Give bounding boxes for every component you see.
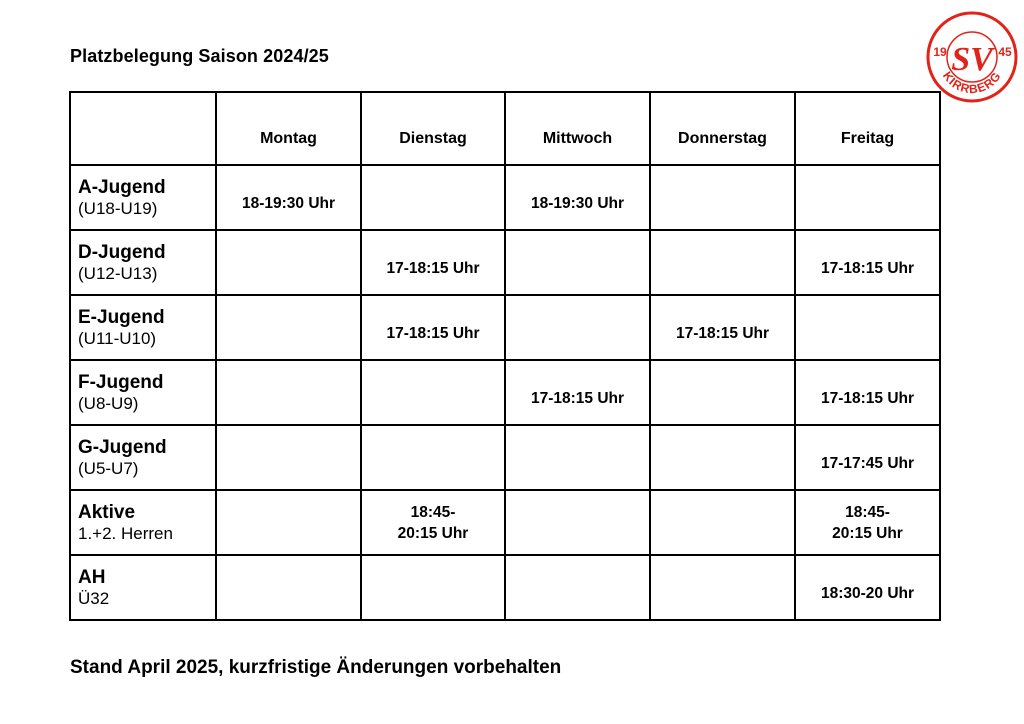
table-row — [70, 165, 940, 230]
group-subtitle: Ü32 — [78, 588, 110, 608]
time-cell — [216, 360, 361, 425]
logo-year-right: 45 — [998, 45, 1012, 59]
group-name: G-Jugend — [78, 436, 167, 458]
time-cell — [795, 295, 940, 360]
group-subtitle: (U18-U19) — [78, 198, 158, 218]
time-cell: 18:45- 20:15 Uhr — [795, 490, 940, 555]
group-cell — [70, 490, 216, 555]
group-cell — [70, 360, 216, 425]
table-header-row — [70, 92, 940, 165]
time-cell — [505, 425, 650, 490]
group-name: E-Jugend — [78, 306, 165, 328]
time-cell: 18:30-20 Uhr — [795, 555, 940, 620]
time-cell — [216, 295, 361, 360]
time-cell: 17-17:45 Uhr — [795, 425, 940, 490]
logo-year-left: 19 — [933, 45, 947, 59]
time-cell — [361, 555, 505, 620]
header-day: Montag — [216, 92, 361, 165]
time-cell — [505, 555, 650, 620]
schedule-table — [69, 91, 941, 621]
group-name: F-Jugend — [78, 371, 164, 393]
group-cell — [70, 165, 216, 230]
group-name: AH — [78, 566, 106, 588]
group-name: Aktive — [78, 501, 136, 523]
group-subtitle: (U12-U13) — [78, 263, 158, 283]
time-cell — [216, 230, 361, 295]
table-row — [70, 425, 940, 490]
time-cell — [216, 490, 361, 555]
group-subtitle: (U5-U7) — [78, 458, 139, 478]
logo-club-name: KIRRBERG — [939, 68, 1005, 97]
time-cell: 18-19:30 Uhr — [216, 165, 361, 230]
table-row — [70, 555, 940, 620]
time-cell: 17-18:15 Uhr — [361, 230, 505, 295]
group-subtitle: (U8-U9) — [78, 393, 139, 413]
time-cell — [650, 425, 795, 490]
table-row — [70, 360, 940, 425]
header-corner — [70, 92, 216, 165]
time-cell — [216, 425, 361, 490]
logo-letters: SV — [951, 41, 993, 78]
group-name: A-Jugend — [78, 176, 166, 198]
time-cell — [505, 230, 650, 295]
group-subtitle: 1.+2. Herren — [78, 523, 173, 543]
time-cell: 17-18:15 Uhr — [650, 295, 795, 360]
time-cell — [361, 165, 505, 230]
time-cell — [650, 230, 795, 295]
table-row — [70, 295, 940, 360]
time-cell: 18-19:30 Uhr — [505, 165, 650, 230]
time-cell — [361, 360, 505, 425]
time-cell: 17-18:15 Uhr — [361, 295, 505, 360]
group-cell — [70, 425, 216, 490]
time-cell — [795, 165, 940, 230]
time-cell — [650, 555, 795, 620]
group-cell — [70, 555, 216, 620]
time-cell — [650, 360, 795, 425]
header-day: Mittwoch — [505, 92, 650, 165]
header-day: Dienstag — [361, 92, 505, 165]
time-cell: 17-18:15 Uhr — [505, 360, 650, 425]
table-row — [70, 230, 940, 295]
footer-note: Stand April 2025, kurzfristige Änderungen vorbehalten — [70, 657, 562, 678]
group-cell — [70, 230, 216, 295]
group-cell — [70, 295, 216, 360]
time-cell: 17-18:15 Uhr — [795, 360, 940, 425]
time-cell — [216, 555, 361, 620]
time-cell: 17-18:15 Uhr — [795, 230, 940, 295]
time-cell — [650, 165, 795, 230]
group-name: D-Jugend — [78, 241, 166, 263]
header-day: Freitag — [795, 92, 940, 165]
time-cell — [650, 490, 795, 555]
club-logo-icon — [925, 10, 1019, 104]
time-cell — [361, 425, 505, 490]
table-row — [70, 490, 940, 555]
time-cell — [505, 295, 650, 360]
group-subtitle: (U11-U10) — [78, 328, 157, 348]
time-cell — [505, 490, 650, 555]
page-title: Platzbelegung Saison 2024/25 — [70, 46, 329, 66]
time-cell: 18:45- 20:15 Uhr — [361, 490, 505, 555]
header-day: Donnerstag — [650, 92, 795, 165]
